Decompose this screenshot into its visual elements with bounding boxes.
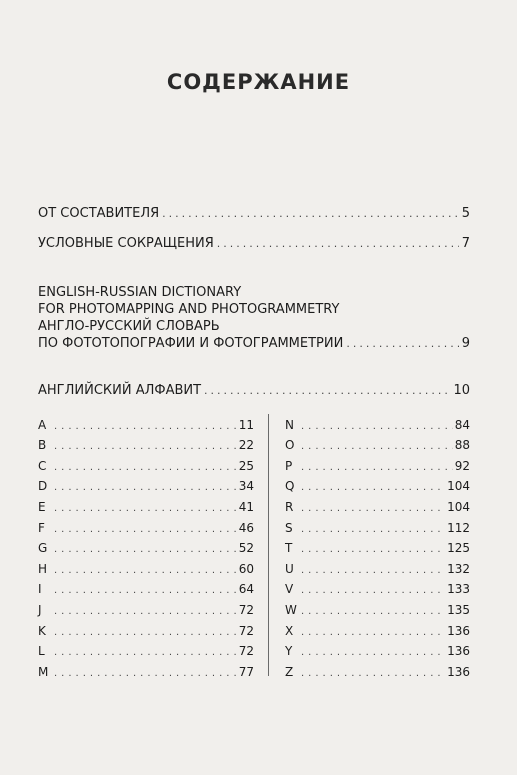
dot-leader xyxy=(301,544,445,555)
dot-leader xyxy=(301,421,453,432)
dot-leader xyxy=(301,647,445,658)
letter-page: 132 xyxy=(447,561,470,576)
letter-page: 136 xyxy=(447,664,470,679)
letter-entry-m[interactable] xyxy=(38,658,254,679)
dot-leader xyxy=(301,441,453,452)
letter-label: Q xyxy=(285,479,295,494)
letter-entry-q[interactable] xyxy=(285,473,470,494)
letter-page: 136 xyxy=(447,644,470,659)
letter-entry-w[interactable] xyxy=(285,596,470,617)
toc-entry-page: 10 xyxy=(453,383,470,398)
letter-page: 25 xyxy=(238,458,254,473)
letter-label: E xyxy=(38,499,46,514)
letter-page: 133 xyxy=(447,582,470,597)
letter-label: W xyxy=(285,602,297,617)
dot-leader xyxy=(301,462,453,473)
letter-entry-f[interactable] xyxy=(38,514,254,535)
letter-page: 136 xyxy=(447,623,470,638)
dot-leader xyxy=(54,544,237,555)
toc-entry-alphabet[interactable] xyxy=(38,382,470,400)
dot-leader xyxy=(54,606,237,617)
letter-entry-u[interactable] xyxy=(285,555,470,576)
letter-page: 64 xyxy=(238,582,254,597)
dictionary-title-line: ENGLISH-RUSSIAN DICTIONARY xyxy=(38,285,242,300)
letter-page: 52 xyxy=(238,541,254,556)
dot-leader xyxy=(301,565,445,576)
letter-entry-r[interactable] xyxy=(285,493,470,514)
letter-page: 112 xyxy=(447,520,470,535)
letter-label: H xyxy=(38,561,48,576)
toc-entry-abbreviations[interactable] xyxy=(38,235,470,253)
dot-leader xyxy=(54,482,237,493)
dictionary-title-line: ПО ФОТОТОПОГРАФИИ И ФОТОГРАММЕТРИИ xyxy=(38,336,344,351)
letter-entry-c[interactable] xyxy=(38,452,254,473)
letter-page: 88 xyxy=(454,438,470,453)
letter-label: C xyxy=(38,458,47,473)
dot-leader xyxy=(54,441,237,452)
letter-page: 72 xyxy=(238,644,254,659)
letter-page: 104 xyxy=(447,479,470,494)
dot-leader xyxy=(217,235,459,253)
letter-label: M xyxy=(38,664,49,679)
dot-leader xyxy=(301,585,445,596)
letter-label: U xyxy=(285,561,294,576)
dot-leader xyxy=(204,382,450,400)
letter-page: 77 xyxy=(238,664,254,679)
letter-entry-b[interactable] xyxy=(38,432,254,453)
letter-label: P xyxy=(285,458,293,473)
dot-leader xyxy=(54,668,237,679)
letter-entry-v[interactable] xyxy=(285,576,470,597)
letter-entry-s[interactable] xyxy=(285,514,470,535)
letter-label: Y xyxy=(285,644,293,659)
letter-page: 84 xyxy=(454,417,470,432)
dot-leader xyxy=(54,462,237,473)
toc-entry-preface[interactable] xyxy=(38,205,470,223)
dot-leader xyxy=(54,585,237,596)
letter-entry-z[interactable] xyxy=(285,658,470,679)
letter-label: O xyxy=(285,438,295,453)
dot-leader xyxy=(54,627,237,638)
letter-page: 104 xyxy=(447,499,470,514)
dot-leader xyxy=(54,421,237,432)
letter-label: N xyxy=(285,417,294,432)
dot-leader xyxy=(54,647,237,658)
dot-leader xyxy=(54,565,237,576)
letter-entry-p[interactable] xyxy=(285,452,470,473)
letter-page: 135 xyxy=(447,602,470,617)
letter-entry-k[interactable] xyxy=(38,617,254,638)
letter-entry-e[interactable] xyxy=(38,493,254,514)
letter-page: 41 xyxy=(238,499,254,514)
letter-page: 46 xyxy=(238,520,254,535)
letter-page: 72 xyxy=(238,623,254,638)
page-title: СОДЕРЖАНИЕ xyxy=(166,70,351,94)
dot-leader xyxy=(301,627,445,638)
letter-label: G xyxy=(38,541,48,556)
letter-label: A xyxy=(38,417,47,432)
letter-page: 92 xyxy=(454,458,470,473)
letter-label: V xyxy=(285,582,294,597)
letter-entry-i[interactable] xyxy=(38,576,254,597)
dot-leader xyxy=(162,205,459,223)
dot-leader xyxy=(346,335,458,352)
toc-entry-label: УСЛОВНЫЕ СОКРАЩЕНИЯ xyxy=(38,236,214,251)
letter-entry-d[interactable] xyxy=(38,473,254,494)
letter-entry-n[interactable] xyxy=(285,411,470,432)
letter-label: S xyxy=(285,520,293,535)
letter-entry-j[interactable] xyxy=(38,596,254,617)
dot-leader xyxy=(301,606,445,617)
letter-entry-x[interactable] xyxy=(285,617,470,638)
letter-entry-y[interactable] xyxy=(285,638,470,659)
letter-label: R xyxy=(285,499,294,514)
toc-entry-label: ОТ СОСТАВИТЕЛЯ xyxy=(38,206,160,221)
toc-entry-page: 5 xyxy=(461,206,470,221)
letter-entry-t[interactable] xyxy=(285,535,470,556)
letter-label: Z xyxy=(285,664,294,679)
letter-label: I xyxy=(38,582,42,597)
letter-label: J xyxy=(38,602,42,617)
dot-leader xyxy=(54,524,237,535)
letter-label: B xyxy=(38,438,47,453)
letter-label: D xyxy=(38,479,48,494)
letter-label: L xyxy=(38,644,45,659)
letter-entry-o[interactable] xyxy=(285,432,470,453)
letter-page: 60 xyxy=(238,561,254,576)
toc-entry-label: АНГЛИЙСКИЙ АЛФАВИТ xyxy=(38,383,202,398)
dot-leader xyxy=(54,503,237,514)
toc-entry-page: 7 xyxy=(461,236,470,251)
letter-column-left xyxy=(38,411,254,679)
letter-page: 72 xyxy=(238,602,254,617)
letter-column-right xyxy=(285,411,470,679)
dictionary-title-line: АНГЛО-РУССКИЙ СЛОВАРЬ xyxy=(38,319,220,334)
letter-label: X xyxy=(285,623,294,638)
letter-page: 11 xyxy=(238,417,254,432)
letter-label: K xyxy=(38,623,46,638)
dictionary-title-line: FOR PHOTOMAPPING AND PHOTOGRAMMETRY xyxy=(38,302,340,317)
letter-page: 34 xyxy=(238,479,254,494)
letter-entry-g[interactable] xyxy=(38,535,254,556)
letter-label: F xyxy=(38,520,45,535)
letter-entry-a[interactable] xyxy=(38,411,254,432)
letter-label: T xyxy=(285,541,293,556)
dot-leader xyxy=(301,524,445,535)
letter-page: 22 xyxy=(238,438,254,453)
column-divider xyxy=(268,414,269,676)
letter-entry-l[interactable] xyxy=(38,638,254,659)
dot-leader xyxy=(301,503,445,514)
letter-page: 125 xyxy=(447,541,470,556)
toc-entry-page: 9 xyxy=(461,336,470,351)
toc-entry-dictionary[interactable] xyxy=(38,284,470,352)
dot-leader xyxy=(301,668,445,679)
letter-entry-h[interactable] xyxy=(38,555,254,576)
dot-leader xyxy=(301,482,445,493)
